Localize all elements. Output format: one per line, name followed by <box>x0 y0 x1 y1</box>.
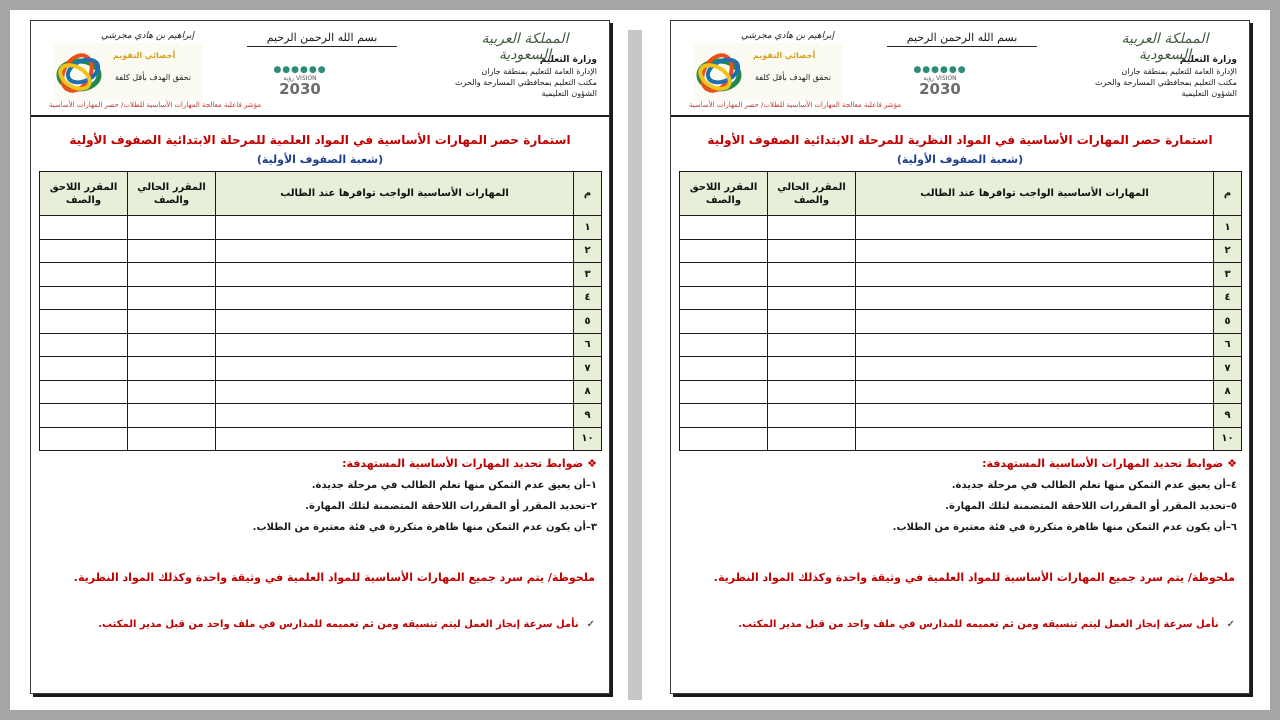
next-course-cell[interactable] <box>680 357 768 381</box>
form-subtitle: (شعبة الصفوف الأولية) <box>896 153 1024 166</box>
current-course-cell[interactable] <box>768 333 856 357</box>
next-course-cell[interactable] <box>680 286 768 310</box>
vision-label: رؤية VISION <box>923 75 957 82</box>
rings-icon <box>53 43 113 101</box>
row-number-cell: ٩ <box>1214 404 1242 428</box>
ministry-line: الشؤون التعليمية <box>541 89 597 98</box>
skills-table <box>679 171 1242 451</box>
next-course-cell[interactable] <box>680 380 768 404</box>
col-header-current-course: المقرر الحالي والصف <box>128 172 216 216</box>
vision-year: 2030 <box>279 80 321 98</box>
table-row <box>680 263 1242 287</box>
table-row <box>40 380 602 404</box>
next-course-cell[interactable] <box>40 357 128 381</box>
table-row <box>40 310 602 334</box>
next-course-cell[interactable] <box>40 404 128 428</box>
table-header-row <box>40 172 602 216</box>
table-row <box>680 239 1242 263</box>
logo-tagline-1: أخصائي التقويم <box>113 51 176 60</box>
table-row <box>40 239 602 263</box>
row-number-cell: ١٠ <box>1214 427 1242 451</box>
skill-cell[interactable] <box>216 357 574 381</box>
table-header-row <box>680 172 1242 216</box>
table-row <box>680 333 1242 357</box>
page-header <box>671 21 1249 117</box>
skills-table-body <box>40 216 602 451</box>
skill-cell[interactable] <box>856 310 1214 334</box>
current-course-cell[interactable] <box>128 239 216 263</box>
table-row <box>680 380 1242 404</box>
current-course-cell[interactable] <box>128 333 216 357</box>
checkmark-icon: ✓ <box>1226 619 1235 630</box>
rule-item: ٤–أن يعيق عدم التمكن منها تعلم الطالب في مرحلة جديدة. <box>951 480 1237 491</box>
current-course-cell[interactable] <box>128 404 216 428</box>
ministry-line: الإدارة العامة للتعليم بمنطقة جازان <box>1121 67 1237 76</box>
col-header-current-course: المقرر الحالي والصف <box>768 172 856 216</box>
skills-table <box>39 171 602 451</box>
current-course-cell[interactable] <box>128 427 216 451</box>
row-number-cell: ١ <box>1214 216 1242 240</box>
skill-cell[interactable] <box>216 427 574 451</box>
form-title: استمارة حصر المهارات الأساسية في المواد العلمية للمرحلة الابتدائية الصفوف الأولية <box>69 133 571 147</box>
ksa-calligraphy-logo: المملكة العربية السعودية <box>1121 31 1209 63</box>
current-course-cell[interactable] <box>128 310 216 334</box>
current-course-cell[interactable] <box>768 380 856 404</box>
vision-year: 2030 <box>919 80 961 98</box>
table-row <box>40 216 602 240</box>
evaluation-logo <box>53 31 203 101</box>
rule-item: ٥–تحديد المقرر أو المقررات اللاحقة المتضمنة لتلك المهارة. <box>945 501 1237 512</box>
form-subtitle: (شعبة الصفوف الأولية) <box>256 153 384 166</box>
basmala <box>867 31 1057 47</box>
next-course-cell[interactable] <box>40 310 128 334</box>
skill-cell[interactable] <box>216 333 574 357</box>
ministry-line: الشؤون التعليمية <box>1181 89 1237 98</box>
basmala-text: بسم الله الرحمن الرحيم <box>906 31 1018 44</box>
row-number-cell: ٢ <box>1214 239 1242 263</box>
current-course-cell[interactable] <box>768 286 856 310</box>
basmala <box>227 31 417 47</box>
row-number-cell: ٧ <box>574 357 602 381</box>
skill-cell[interactable] <box>216 263 574 287</box>
skill-cell[interactable] <box>216 310 574 334</box>
row-number-cell: ١٠ <box>574 427 602 451</box>
divider-bar <box>628 30 642 700</box>
current-course-cell[interactable] <box>128 357 216 381</box>
logo-tagline-1: أخصائي التقويم <box>753 51 816 60</box>
document-page-right <box>670 20 1250 694</box>
table-row <box>40 333 602 357</box>
basmala-rule <box>887 46 1037 47</box>
current-course-cell[interactable] <box>768 263 856 287</box>
ministry-line: مكتب التعليم بمحافظتي المسارحة والحرث <box>1095 78 1237 87</box>
next-course-cell[interactable] <box>680 216 768 240</box>
current-course-cell[interactable] <box>768 216 856 240</box>
closing-note <box>55 619 595 630</box>
ministry-line: الإدارة العامة للتعليم بمنطقة جازان <box>481 67 597 76</box>
table-row <box>40 286 602 310</box>
table-row <box>680 427 1242 451</box>
current-course-cell[interactable] <box>768 310 856 334</box>
signer-name: إبراهيم بن هادي مجرشي <box>741 31 835 41</box>
current-course-cell[interactable] <box>768 239 856 263</box>
current-course-cell[interactable] <box>128 380 216 404</box>
closing-note <box>695 619 1235 630</box>
checkmark-icon: ✓ <box>586 619 595 630</box>
current-course-cell[interactable] <box>768 357 856 381</box>
row-number-cell: ٥ <box>574 310 602 334</box>
closing-note-text: نأمل سرعة إنجاز العمل ليتم تنسيقه ومن ثم تعميمه للمدارس في ملف واحد من قبل مدير المكتب. <box>98 619 579 630</box>
vision-2030-logo <box>255 65 345 105</box>
row-number-cell: ٨ <box>574 380 602 404</box>
next-course-cell[interactable] <box>680 333 768 357</box>
table-row <box>40 357 602 381</box>
row-number-cell: ٤ <box>1214 286 1242 310</box>
skill-cell[interactable] <box>856 286 1214 310</box>
vision-dots-icon: ●●●●●● <box>913 65 967 75</box>
skill-cell[interactable] <box>216 239 574 263</box>
skill-cell[interactable] <box>856 380 1214 404</box>
row-number-cell: ٧ <box>1214 357 1242 381</box>
skill-cell[interactable] <box>216 380 574 404</box>
rule-item: ٢–تحديد المقرر أو المقررات اللاحقة المتضمنة لتلك المهارة. <box>305 501 597 512</box>
document-page-left <box>30 20 610 694</box>
skill-cell[interactable] <box>856 263 1214 287</box>
next-course-cell[interactable] <box>40 333 128 357</box>
table-row <box>40 263 602 287</box>
logo-tagline-2: نحقق الهدف بأقل كلفة <box>115 73 191 82</box>
skill-cell[interactable] <box>856 357 1214 381</box>
vision-label: رؤية VISION <box>283 75 317 82</box>
col-header-next-course: المقرر اللاحق والصف <box>680 172 768 216</box>
rule-item: ١–أن يعيق عدم التمكن منها تعلم الطالب في مرحلة جديدة. <box>311 480 597 491</box>
rules-heading <box>57 457 597 470</box>
star-bullet-icon: ❖ <box>587 457 597 470</box>
row-number-cell: ٢ <box>574 239 602 263</box>
next-course-cell[interactable] <box>40 286 128 310</box>
form-title: استمارة حصر المهارات الأساسية في المواد النظرية للمرحلة الابتدائية الصفوف الأولية <box>707 133 1213 147</box>
col-header-skills: المهارات الأساسية الواجب توافرها عند الطالب <box>216 172 574 216</box>
skill-cell[interactable] <box>216 286 574 310</box>
rule-item: ٦–أن يكون عدم التمكن منها ظاهرة متكررة في فئة معتبرة من الطلاب. <box>892 522 1237 533</box>
ministry-line: مكتب التعليم بمحافظتي المسارحة والحرث <box>455 78 597 87</box>
rules-heading <box>697 457 1237 470</box>
closing-note-text: نأمل سرعة إنجاز العمل ليتم تنسيقه ومن ثم تعميمه للمدارس في ملف واحد من قبل مدير المكتب. <box>738 619 1219 630</box>
basmala-text: بسم الله الرحمن الرحيم <box>266 31 378 44</box>
logo-tagline-2: نحقق الهدف بأقل كلفة <box>755 73 831 82</box>
next-course-cell[interactable] <box>40 263 128 287</box>
indicator-caption: مؤشر فاعلية معالجة المهارات الأساسية للطلاب/ حصر المهارات الأساسية <box>689 101 902 109</box>
current-course-cell[interactable] <box>768 427 856 451</box>
table-row <box>680 310 1242 334</box>
next-course-cell[interactable] <box>40 239 128 263</box>
indicator-caption: مؤشر فاعلية معالجة المهارات الأساسية للطلاب/ حصر المهارات الأساسية <box>49 101 262 109</box>
col-header-skills: المهارات الأساسية الواجب توافرها عند الطالب <box>856 172 1214 216</box>
note-text: ملحوظة/ يتم سرد جميع المهارات الأساسية للمواد العلمية في وثيقة واحدة وكذلك المواد النظرية. <box>73 571 595 584</box>
basmala-rule <box>247 46 397 47</box>
skill-cell[interactable] <box>216 404 574 428</box>
skills-table-header <box>40 172 602 216</box>
row-number-cell: ٥ <box>1214 310 1242 334</box>
next-course-cell[interactable] <box>40 380 128 404</box>
rings-icon <box>693 43 753 101</box>
next-course-cell[interactable] <box>40 216 128 240</box>
skill-cell[interactable] <box>856 427 1214 451</box>
table-row <box>680 404 1242 428</box>
next-course-cell[interactable] <box>40 427 128 451</box>
ministry-lines <box>1007 55 1237 99</box>
next-course-cell[interactable] <box>680 263 768 287</box>
current-course-cell[interactable] <box>128 286 216 310</box>
star-bullet-icon: ❖ <box>1227 457 1237 470</box>
rules-section <box>57 457 597 533</box>
table-row <box>40 404 602 428</box>
col-header-number: م <box>1214 172 1242 216</box>
next-course-cell[interactable] <box>680 427 768 451</box>
col-header-number: م <box>574 172 602 216</box>
vision-2030-logo <box>895 65 985 105</box>
row-number-cell: ٣ <box>1214 263 1242 287</box>
rules-heading-text: ضوابط تحديد المهارات الأساسية المستهدفة: <box>342 457 584 470</box>
table-row <box>680 286 1242 310</box>
ministry-line: وزارة التعليم <box>539 55 597 65</box>
ministry-line: وزارة التعليم <box>1179 55 1237 65</box>
ministry-lines <box>367 55 597 99</box>
current-course-cell[interactable] <box>128 216 216 240</box>
row-number-cell: ٩ <box>574 404 602 428</box>
rules-heading-text: ضوابط تحديد المهارات الأساسية المستهدفة: <box>982 457 1224 470</box>
skill-cell[interactable] <box>856 333 1214 357</box>
skill-cell[interactable] <box>856 239 1214 263</box>
signer-name: إبراهيم بن هادي مجرشي <box>101 31 195 41</box>
table-row <box>40 427 602 451</box>
skills-table-header <box>680 172 1242 216</box>
page-divider <box>620 10 650 710</box>
vision-dots-icon: ●●●●●● <box>273 65 327 75</box>
table-row <box>680 357 1242 381</box>
skill-cell[interactable] <box>856 404 1214 428</box>
current-course-cell[interactable] <box>128 263 216 287</box>
current-course-cell[interactable] <box>768 404 856 428</box>
row-number-cell: ٦ <box>574 333 602 357</box>
rule-item: ٣–أن يكون عدم التمكن منها ظاهرة متكررة في فئة معتبرة من الطلاب. <box>252 522 597 533</box>
next-course-cell[interactable] <box>680 239 768 263</box>
next-course-cell[interactable] <box>680 404 768 428</box>
col-header-next-course: المقرر اللاحق والصف <box>40 172 128 216</box>
note-text: ملحوظة/ يتم سرد جميع المهارات الأساسية للمواد العلمية في وثيقة واحدة وكذلك المواد النظرية. <box>713 571 1235 584</box>
page-header <box>31 21 609 117</box>
row-number-cell: ٦ <box>1214 333 1242 357</box>
table-row <box>680 216 1242 240</box>
row-number-cell: ٣ <box>574 263 602 287</box>
skills-table-body <box>680 216 1242 451</box>
rules-section <box>697 457 1237 533</box>
row-number-cell: ٨ <box>1214 380 1242 404</box>
ksa-calligraphy-logo: المملكة العربية السعودية <box>481 31 569 63</box>
skill-cell[interactable] <box>856 216 1214 240</box>
next-course-cell[interactable] <box>680 310 768 334</box>
evaluation-logo <box>693 31 843 101</box>
skill-cell[interactable] <box>216 216 574 240</box>
row-number-cell: ٤ <box>574 286 602 310</box>
row-number-cell: ١ <box>574 216 602 240</box>
